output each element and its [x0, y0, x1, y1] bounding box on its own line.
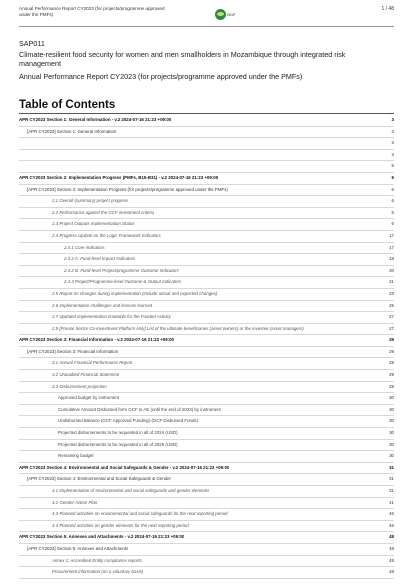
toc-entry-label: 2.4 Progress Update on the Logic Framework Indicators [52, 232, 161, 238]
toc-entry[interactable] [19, 301, 394, 313]
toc-entry-page: 20 [389, 267, 394, 273]
toc-entry[interactable] [19, 208, 394, 220]
toc-entry[interactable] [19, 567, 394, 579]
toc-entry-label: APR CY2023 Section 2: Implementation Progress (PMFs, B15-B31) - v.2 2024-07-16 21:23 +09:00 [19, 174, 219, 180]
toc-entry-page: 30 [389, 441, 394, 447]
toc-entry-page: 6 [391, 174, 394, 180]
toc-entry-label: 4.3 Planned activities on environmental and social safeguards for the next reporting period [52, 511, 228, 517]
toc-entry-page: 30 [389, 406, 394, 412]
toc-entry-page: 18 [389, 256, 394, 262]
toc-entry[interactable] [19, 556, 394, 568]
toc-entry[interactable] [19, 335, 394, 347]
toc-entry[interactable] [19, 486, 394, 498]
toc-entry[interactable] [19, 532, 394, 544]
toc-entry-page: 27 [389, 314, 394, 320]
toc-entry-page: 46 [389, 511, 394, 517]
toc-entry[interactable] [19, 115, 394, 127]
toc-entry-label: 2.8 [Private Sector Co-investment Platform only] List of the ultimate beneficiaries (asset owners) or the investee (asset managers) [52, 325, 304, 331]
toc-entry-label: 2.1 Overall (summary) project progress [52, 198, 129, 204]
toc-entry[interactable] [19, 266, 394, 278]
toc-entry-label: Remaining budget [58, 453, 94, 459]
toc-entry-label: 4.2 Gender Action Plan [52, 499, 98, 505]
toc-entry[interactable] [19, 196, 394, 208]
gcf-logo [215, 8, 237, 22]
toc-entry[interactable] [19, 428, 394, 440]
toc-entry-page: 31 [389, 476, 394, 482]
toc-entry-page: 6 [391, 209, 394, 215]
toc-entry-label: [APR CY2023] Section 5: Annexes and Attachments [27, 545, 129, 551]
toc-entry[interactable] [19, 498, 394, 510]
toc-entry-page: 29 [389, 383, 394, 389]
page-header [19, 6, 394, 28]
toc-entry-page: 6 [391, 186, 394, 192]
toc-entry[interactable] [19, 521, 394, 533]
logo-text: GCF [227, 12, 236, 17]
toc-entry-label: 4.1 Implementation of environmental and social safeguards and gender elements [52, 488, 210, 493]
toc-title: Table of Contents [19, 99, 116, 111]
toc-blank-row [19, 161, 394, 173]
toc-entry-page: 31 [389, 488, 394, 493]
toc-entry[interactable] [19, 544, 394, 556]
toc-entry-page: 46 [389, 522, 394, 528]
toc-entry[interactable] [19, 509, 394, 521]
toc-entry-page: 25 [389, 302, 394, 308]
toc-divider [19, 113, 394, 114]
toc-entry-label: APR CY2023 Section 5: Annexes and Attachments - v.2 2024-07-16 21:23 +09:00 [19, 534, 185, 540]
toc-entry-label: 2.7 Updated implementation timetable for the Funded Activity [52, 314, 171, 320]
toc-entry-page: 29 [389, 372, 394, 378]
toc-entry-label: APR CY2023 Section 3: Financial Information - v.2 2024-07-16 21:23 +09:00 [19, 337, 174, 343]
toc-entry[interactable] [19, 312, 394, 324]
toc-entry-page: 30 [389, 395, 394, 401]
toc-entry[interactable] [19, 474, 394, 486]
document-subtitle: Annual Performance Report CY2023 (for projects/programme approved under the PMFs) [19, 72, 303, 81]
toc-entry-page: 41 [389, 499, 394, 505]
toc-entry[interactable] [19, 405, 394, 417]
toc-entry-label: 2.6 Implementation challenges and lessons learned [52, 302, 153, 308]
document-description: Climate-resilient food security for women and men smallholders in Mozambique through integrated risk management [19, 50, 346, 68]
toc-entry-page: 48 [389, 545, 394, 551]
toc-entry-label: Procurement information (on a voluntary basis) [52, 569, 144, 575]
toc-entry-label: 2.5 Report on changes during implementation (include actual and expected changes) [52, 290, 218, 296]
toc-entry[interactable] [19, 347, 394, 359]
toc-entry[interactable] [19, 393, 394, 405]
toc-entry[interactable] [19, 231, 394, 243]
toc-entry-label: 2.4.2 B. Fund-level Project/programme Outcome Indicators [64, 267, 179, 273]
toc-entry-page: 6 [391, 198, 394, 204]
toc-entry-page: 3 [391, 151, 394, 157]
toc-entry-label: APR CY2023 Section 1: General Information - v.2 2024-07-16 21:23 +09:00 [19, 117, 172, 122]
toc-entry-label: 2.2 Performance against the GCF investment criteria [52, 209, 155, 215]
toc-entry[interactable] [19, 440, 394, 452]
toc-entry-label: [APR CY2023] Section 1: General Information [27, 128, 117, 134]
toc-entry[interactable] [19, 324, 394, 336]
toc-entry-label: APR CY2023 Section 4: Environmental and Social Safeguards & Gender - v.2 2024-07-16 21:23 +09:00 [19, 464, 230, 470]
toc-entry[interactable] [19, 463, 394, 475]
toc-entry-label: Cumulative Amount Disbursed form GCF to AE (until the end of 2023) by instrument [58, 406, 221, 412]
toc-entry-page: 3 [391, 128, 394, 134]
toc-entry-page: 27 [389, 325, 394, 331]
toc-entry[interactable] [19, 416, 394, 428]
toc-entry[interactable] [19, 277, 394, 289]
toc-entry-label: [APR CY2023] Section 4: Environmental and Social Safeguards & Gender [27, 476, 171, 482]
page-indicator: 1 / 48 [381, 6, 394, 12]
toc-entry-page: 30 [389, 453, 394, 459]
toc-entry-label: Undisbursed Balance (GCF Approved Funding)-(GCF Disbursed Funds) [58, 418, 199, 424]
toc-entry-page: 17 [389, 232, 394, 238]
toc-entry-page: 17 [389, 244, 394, 250]
toc-entry[interactable] [19, 127, 394, 139]
toc-entry[interactable] [19, 382, 394, 394]
header-divider [19, 26, 394, 27]
header-title: Annual Performance Report CY2023 (for projects/programme approved under the PMFs) [19, 6, 165, 17]
toc-blank-row [19, 150, 394, 162]
document-id: SAP011 [19, 39, 45, 48]
toc-entry-label: [APR CY2023] Section 3: Financial Information [27, 348, 119, 354]
toc-entry[interactable] [19, 219, 394, 231]
toc-entry-label: 3.2 Unaudited Financial Statement [52, 372, 120, 378]
toc-entry-label: 2.4.3 Project/Programme-level Outcome & Output Indicators [64, 279, 182, 285]
toc-entry[interactable] [19, 185, 394, 197]
toc-blank-row [19, 138, 394, 150]
toc-entry-label: 3.3 Disbursement projection [52, 383, 107, 389]
toc-entry[interactable] [19, 451, 394, 463]
toc-entry[interactable] [19, 243, 394, 255]
toc-entry-page: 31 [389, 464, 394, 470]
toc-entry-page: 48 [389, 534, 394, 540]
toc-entry-label: 4.4 Planned activities on gender elements for the next reporting period [52, 522, 189, 528]
toc-entry-label: 2.3 Project Outputs Implementation Status [52, 221, 135, 227]
toc-entry-page: 48 [389, 569, 394, 575]
toc-entry-label: Projected disbursements to be requested in all of 2025 (USD) [58, 441, 178, 447]
toc-entry-page: 6 [391, 221, 394, 227]
toc-entry-page: 29 [389, 348, 394, 354]
toc-entry[interactable] [19, 173, 394, 185]
toc-entry-page: 23 [389, 290, 394, 296]
logo-icon [215, 9, 226, 20]
toc-entry-page: 3 [391, 140, 394, 146]
table-of-contents [19, 115, 394, 579]
toc-entry-label: Approved budget by instrument [58, 395, 120, 401]
toc-entry[interactable] [19, 254, 394, 266]
toc-entry-label: Annex 1: Accredited Entity compliance reports [52, 557, 142, 563]
toc-entry[interactable] [19, 358, 394, 370]
toc-entry-page: 30 [389, 418, 394, 424]
toc-entry-page: 30 [389, 430, 394, 436]
toc-entry-page: 21 [389, 279, 394, 285]
toc-entry-page: 5 [391, 163, 394, 169]
toc-entry[interactable] [19, 370, 394, 382]
toc-entry-label: 2.4.2 A. Fund-level Impact Indicators [64, 256, 136, 262]
toc-entry-label: Projected disbursements to be requested in all of 2024 (USD) [58, 430, 178, 436]
toc-entry-label: 2.4.1 Core indicators [64, 244, 105, 250]
toc-entry-page: 48 [389, 557, 394, 563]
toc-entry-page: 29 [389, 337, 394, 343]
toc-entry-label: 3.1 Annual Financial Performance Report [52, 360, 133, 366]
toc-entry-page: 3 [391, 117, 394, 122]
toc-entry[interactable] [19, 289, 394, 301]
toc-entry-page: 29 [389, 360, 394, 366]
toc-entry-label: [APR CY2023] Section 2: Implementation Progress (for projects/programme approved under the PMFs) [27, 186, 228, 192]
